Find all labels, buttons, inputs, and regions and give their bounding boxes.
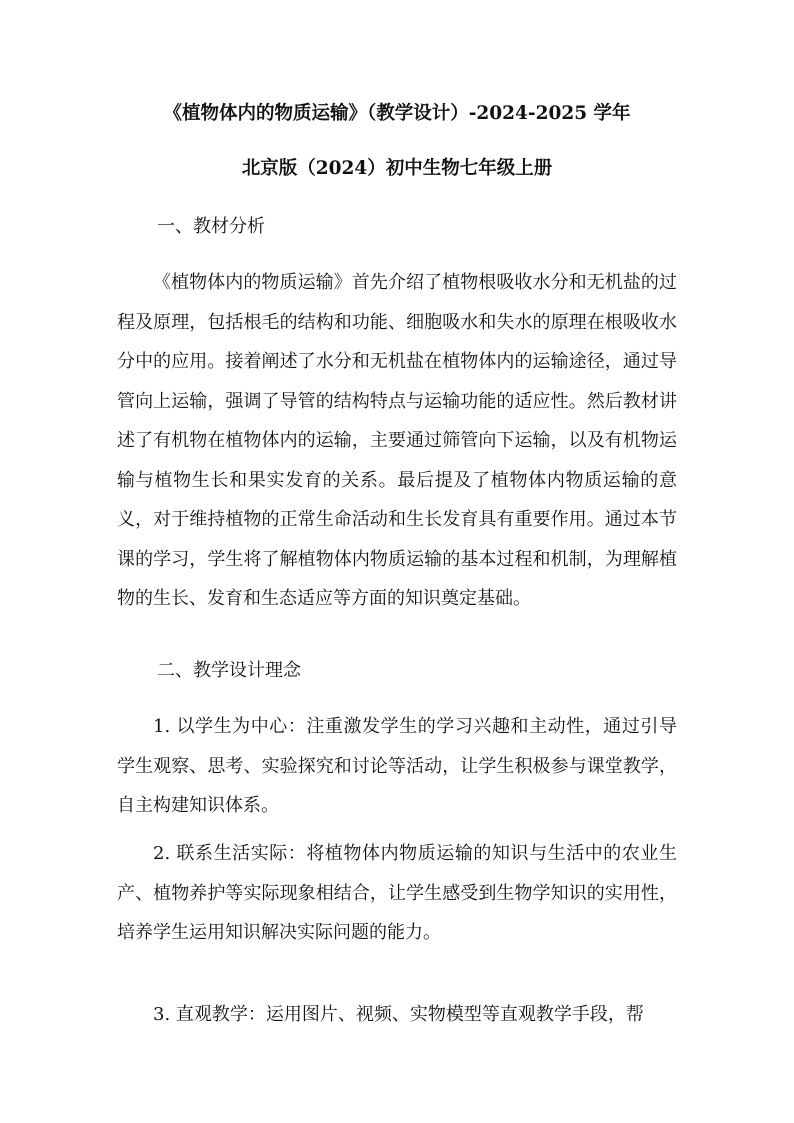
document-title-line-1: 《植物体内的物质运输》（教学设计）-2024-2025 学年 [163,103,631,124]
design-concept-item-3: 3. 直观教学：运用图片、视频、实物模型等直观教学手段，帮 [153,1004,644,1025]
section-heading-textbook-analysis: 一、教材分析 [157,216,265,237]
section-heading-design-concept: 二、教学设计理念 [157,660,301,681]
design-concept-item-2: 2. 联系生活实际：将植物体内物质运输的知识与生活中的农业生产、植物养护等实际现象相结合，让学生感受到生物学知识的实用性，培养学生运用知识解决实际问题的能力。 [117,843,677,943]
textbook-analysis-paragraph: 《植物体内的物质运输》首先介绍了植物根吸收水分和无机盐的过程及原理，包括根毛的结构和功能、细胞吸水和失水的原理在根吸收水分中的应用。接着阐述了水分和无机盐在植物体内的运输途径，通过导管向上运输，强调了导管的结构特点与运输功能的适应性。然后教材讲述了有机物在植物体内的运输，主要通过筛管向下运输，以及有机物运输与植物生长和果实发育的关系。最后提及了植物体内物质运输的意义，对于维持植物的正常生命活动和生长发育具有重要作用。通过本节课的学习，学生将了解植物体内物质运输的基本过程和机制，为理解植物的生长、发育和生态适应等方面的知识奠定基础。 [117,272,677,609]
document-title-line-2: 北京版（2024）初中生物七年级上册 [241,158,553,179]
design-concept-item-1: 1. 以学生为中心：注重激发学生的学习兴趣和主动性，通过引导学生观察、思考、实验探究和讨论等活动，让学生积极参与课堂教学，自主构建知识体系。 [117,716,677,816]
